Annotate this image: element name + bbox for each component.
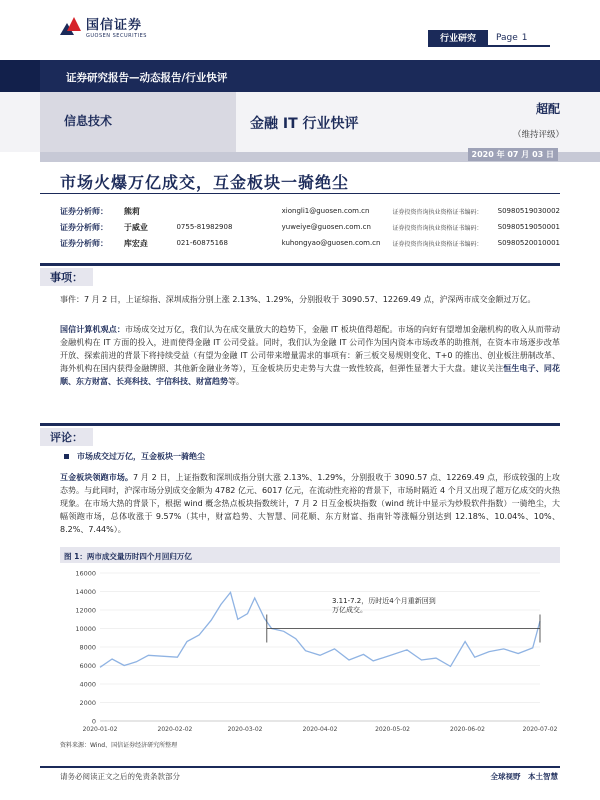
analyst-phone: 021-60875168 <box>176 239 228 247</box>
footer-divider <box>40 766 560 768</box>
band-left-block <box>0 60 40 92</box>
x-tick-label: 2020-02-02 <box>157 726 193 733</box>
comments-heading-label: 评论： <box>40 428 93 446</box>
stock-picks: 恒生电子、同花顺、东方财富、长亮科技、宇信科技、财富趋势 <box>60 364 561 386</box>
chart-annotation: 3.11-7.2，历时近4个月重新回到万亿成交。 <box>332 597 436 614</box>
bullet-text: 市场成交过万亿，互金板块一骑绝尘 <box>77 452 205 461</box>
cert-number: S0980520010001 <box>497 239 560 247</box>
logo-mark-icon <box>60 17 80 37</box>
y-tick-label: 14000 <box>75 588 96 596</box>
y-tick-label: 0 <box>91 717 96 726</box>
cert-label: 证券投资咨询执业资格证书编码： <box>392 240 483 248</box>
comment-lead: 互金板块领跑市场。 <box>60 473 134 482</box>
viewpoint-lead: 国信计算机观点： <box>60 325 126 334</box>
x-tick-label: 2020-04-02 <box>302 726 338 733</box>
cert-label: 证券投资咨询执业资格证书编码： <box>392 224 483 232</box>
y-tick-label: 8000 <box>79 643 96 652</box>
cert-number: S0980519050001 <box>497 223 560 231</box>
report-band: 证券研究报告—动态报告/行业快评 <box>40 60 600 92</box>
figure-source: 资料来源：Wind、国信证券经济研究所整理 <box>60 742 178 749</box>
disclaimer-note: 请务必阅读正文之后的免责条款部分 <box>60 772 180 781</box>
cert-label: 证券投资咨询执业资格证书编码： <box>392 208 483 216</box>
volume-line-chart <box>60 565 560 739</box>
footer-slogan: 全球视野 本土智慧 <box>490 772 558 781</box>
turnover-series-line <box>100 592 540 667</box>
comment-body: 7 月 2 日，上证指数和深圳成指分别大涨 2.13%、1.29%，分别报收于 3090.57 点、12269.49 点，形成较强的上攻态势。与此同时，沪深市场分别成交金额为 4782 亿元、6017 亿元，在流动性充裕的背景下，市场时隔近 4 个月又出现了超万亿成交的火热现象。在市场大热的背景下，根据 wind 概念热点板块指数统计，7 月 2 日互金板块指数（wind 统计中显示为炒股软件指数）一骑绝尘，大幅领跑市场，总体收涨于 9.57%（其中，财富趋势、大智慧、同花顺、东方财富、指南针等涨幅分别达到 12.18%、10.04%、10%、8.2%、7.44%）。 <box>60 473 560 534</box>
y-tick-label: 16000 <box>75 569 96 578</box>
comment-paragraph <box>60 471 560 536</box>
analyst-email[interactable]: kuhongyao@guosen.com.cn <box>281 239 381 247</box>
rating: 超配 <box>535 102 560 116</box>
brand-name: 国信证券 <box>86 18 143 33</box>
sector-label: 信息技术 <box>40 92 236 152</box>
x-tick-label: 2020-03-02 <box>227 726 263 733</box>
figure-caption: 图 1：两市成交量历时四个月回归万亿 <box>60 547 560 563</box>
analyst-list <box>60 203 560 251</box>
analyst-email[interactable]: xiongli1@guosen.com.cn <box>281 207 370 215</box>
analyst-name: 于威业 <box>123 222 148 232</box>
analyst-name: 库宏垚 <box>123 238 148 248</box>
viewpoint-end: 等。 <box>228 377 244 386</box>
rating-note: （维持评级） <box>512 130 564 140</box>
report-date: 2020 年 07 月 03 日 <box>468 148 558 161</box>
y-tick-label: 12000 <box>75 606 96 615</box>
company-logo <box>60 14 147 39</box>
analyst-phone: 0755-81982908 <box>176 223 233 231</box>
analyst-role: 证券分析师： <box>60 206 108 216</box>
cert-number: S0980519030002 <box>497 207 560 215</box>
report-kind: 金融 IT 行业快评 <box>250 116 359 132</box>
y-tick-label: 6000 <box>79 662 96 670</box>
x-tick-label: 2020-05-02 <box>375 726 410 733</box>
analyst-row <box>60 203 560 219</box>
x-tick-label: 2020-01-02 <box>82 726 118 733</box>
viewpoint-body: 市场成交过万亿，我们认为在成交量放大的趋势下，金融 IT 板块值得超配。市场的向好有望增加金融机构的收入从而带动金融机构在 IT 方面的投入，进而使得金融 IT 公司受益。同时，我们认为金融 IT 公司作为国内资本市场改革的助推剂，在资本市场逐步改革开放、探索前进的背景下将持续受益（有望为金融 IT 公司带来增量需求的事项有：新三板交易规则变化、T+0 的推出、创业板注册制改革、海外机构在国内获得金融牌照、其他新金融业务等），互金板块历史走势与大盘一致性较高，但弹性显著大于大盘。建议关注 <box>60 325 561 373</box>
events-heading-label: 事项： <box>40 268 93 286</box>
y-tick-label: 4000 <box>79 680 96 689</box>
comment-bullet <box>64 451 205 462</box>
page-label: Page <box>496 32 518 43</box>
comments-heading <box>40 423 560 444</box>
bullet-square-icon <box>64 454 69 459</box>
analyst-role: 证券分析师： <box>60 222 108 232</box>
analyst-role: 证券分析师： <box>60 238 108 248</box>
analyst-row <box>60 235 560 251</box>
viewpoint-paragraph <box>60 323 560 388</box>
brand-name-en: GUOSEN SECURITIES <box>86 33 147 39</box>
top-tag <box>428 30 550 47</box>
divider <box>40 193 560 194</box>
y-tick-label: 2000 <box>79 699 96 707</box>
page-number: 1 <box>521 32 528 43</box>
analyst-email[interactable]: yuweiye@guosen.com.cn <box>281 223 371 231</box>
x-tick-label: 2020-07-02 <box>522 726 558 733</box>
event-paragraph: 事件：7 月 2 日，上证综指、深圳成指分别上涨 2.13%、1.29%，分别报收于 3090.57、12269.49 点，沪深两市成交金额过万亿。 <box>60 295 536 304</box>
y-tick-label: 10000 <box>75 625 96 633</box>
x-tick-label: 2020-06-02 <box>450 726 485 733</box>
analyst-row <box>60 219 560 235</box>
analyst-name: 熊莉 <box>123 206 140 216</box>
report-title: 市场火爆万亿成交，互金板块一骑绝尘 <box>60 173 350 192</box>
events-heading <box>40 263 560 284</box>
doc-type: 行业研究 <box>428 30 488 45</box>
